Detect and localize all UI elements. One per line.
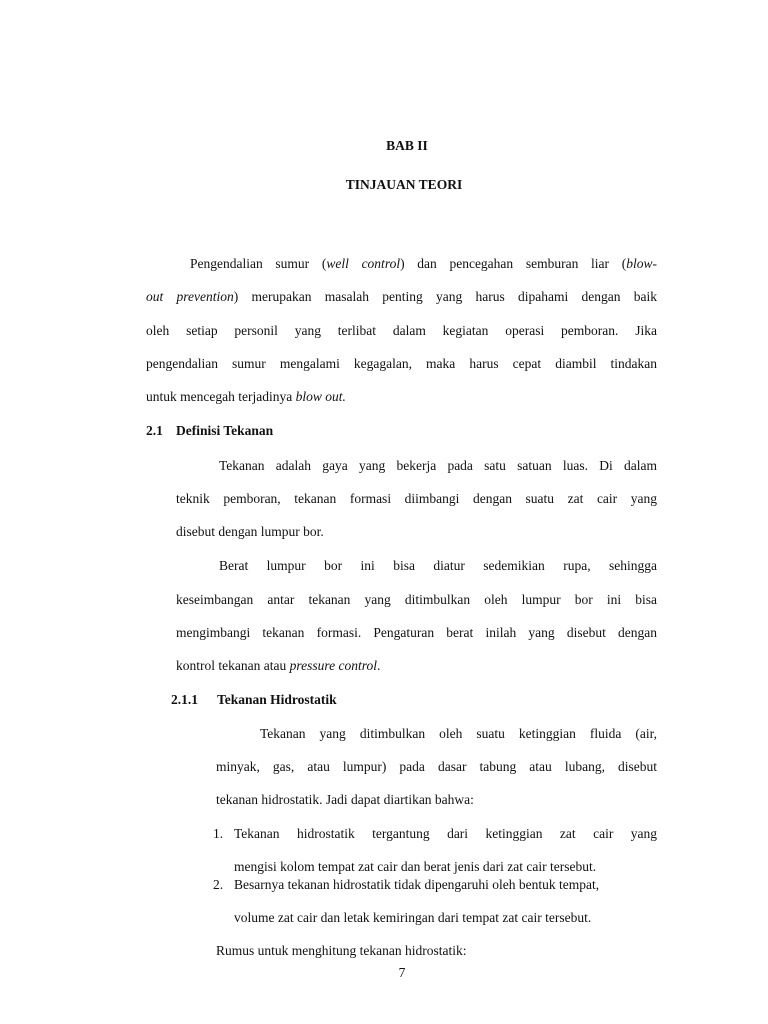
s211-p1-line-3: tekanan hidrostatik. Jadi dapat diartikan bahwa: (216, 792, 474, 807)
intro-line-3: oleh setiap personil yang terlibat dalam kegiatan operasi pemboran. Jika (146, 323, 657, 338)
s21-p1-line-3: disebut dengan lumpur bor. (176, 524, 324, 539)
s211-p1-line-1: Tekanan yang ditimbulkan oleh suatu ketinggian fluida (air, (260, 726, 657, 741)
chapter-number: BAB II (386, 138, 428, 153)
s21-p1-line-2: teknik pemboran, tekanan formasi diimbangi dengan suatu zat cair yang (176, 491, 657, 506)
section-2-1-1-title: Tekanan Hidrostatik (217, 692, 337, 707)
intro-line-2: out prevention) merupakan masalah penting yang harus dipahami dengan baik (146, 289, 657, 304)
s21-p1-line-1: Tekanan adalah gaya yang bekerja pada satu satuan luas. Di dalam (219, 458, 657, 473)
page-number: 7 (398, 965, 406, 980)
s21-p2-line-3: mengimbangi tekanan formasi. Pengaturan berat inilah yang disebut dengan (176, 625, 657, 640)
section-2-1-title: Definisi Tekanan (176, 423, 274, 438)
s21-p2-line-1: Berat lumpur bor ini bisa diatur sedemikian rupa, sehingga (219, 558, 657, 573)
s21-p2-line-2: keseimbangan antar tekanan yang ditimbulkan oleh lumpur bor ini bisa (176, 592, 657, 607)
formula-intro: Rumus untuk menghitung tekanan hidrostatik: (216, 943, 467, 958)
intro-line-4: pengendalian sumur mengalami kegagalan, maka harus cepat diambil tindakan (146, 356, 657, 371)
list-item-1-line-1: Tekanan hidrostatik tergantung dari ketinggian zat cair yang (234, 826, 657, 841)
list-item-2-marker: 2. (213, 877, 224, 892)
s211-p1-line-2: minyak, gas, atau lumpur) pada dasar tabung atau lubang, disebut (216, 759, 657, 774)
s21-p2-line-4: kontrol tekanan atau pressure control. (176, 658, 381, 673)
intro-line-5: untuk mencegah terjadinya blow out. (146, 389, 346, 404)
list-item-1-line-2: mengisi kolom tempat zat cair dan berat jenis dari zat cair tersebut. (234, 859, 597, 874)
list-item-2-line-1: Besarnya tekanan hidrostatik tidak dipengaruhi oleh bentuk tempat, (234, 877, 600, 892)
list-item-2-line-2: volume zat cair dan letak kemiringan dari tempat zat cair tersebut. (234, 910, 592, 925)
section-2-1-1-number: 2.1.1 (171, 692, 198, 707)
intro-line-1: Pengendalian sumur (well control) dan pencegahan semburan liar (blow- (190, 256, 657, 271)
chapter-title: TINJAUAN TEORI (345, 177, 463, 192)
list-item-1-marker: 1. (213, 826, 224, 841)
section-2-1-number: 2.1 (146, 423, 163, 438)
